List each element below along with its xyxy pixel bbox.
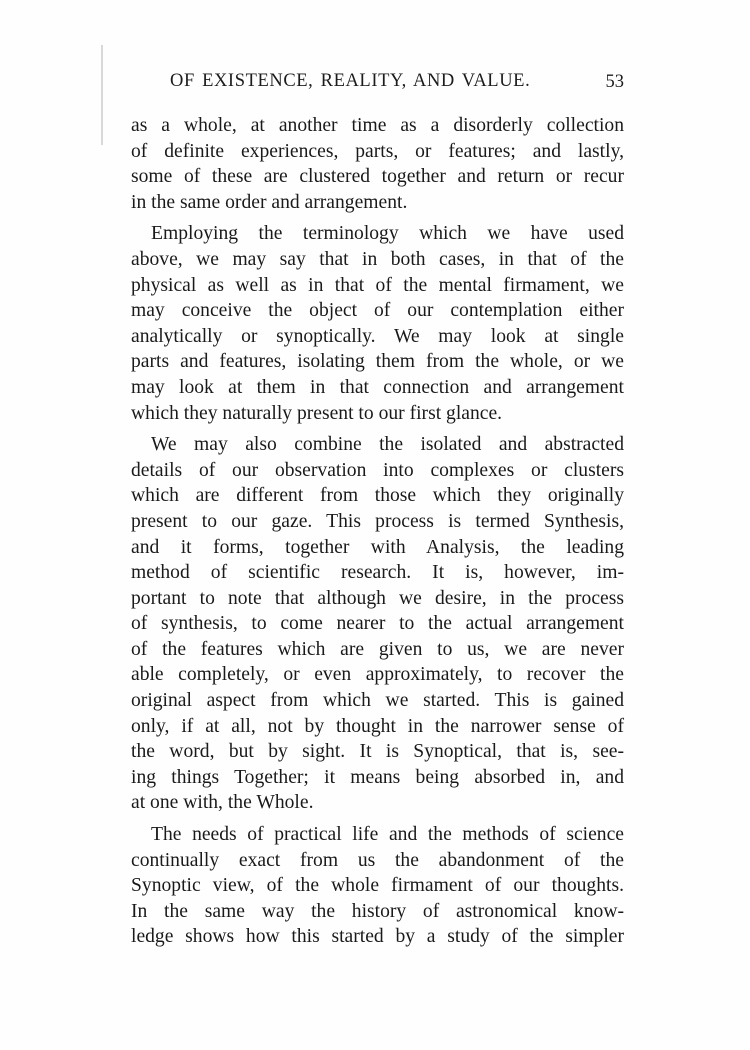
text-line: of the features which are given to us, we are never [131,638,624,660]
text-line: present to our gaze. This process is termed Synthesis, [131,510,624,532]
text-line: able completely, or even approximately, to recover the [131,664,624,686]
text-line: ledge shows how this started by a study of the simpler [131,926,624,948]
text-line: the word, but by sight. It is Synoptical, that is, see- [131,741,624,763]
paragraph-2 [131,221,624,426]
gutter-shadow [101,45,103,145]
paragraph-4 [131,822,624,950]
text-line: which are different from those which they originally [131,485,624,507]
text-line: portant to note that although we desire, in the process [131,587,624,609]
text-line: original aspect from which we started. This is gained [131,690,624,712]
text-line: of definite experiences, parts, or features; and lastly, [131,140,624,162]
text-line: The needs of practical life and the methods of science [151,824,624,846]
text-line: We may also combine the isolated and abstracted [151,434,624,456]
text-line: In the same way the history of astronomical know- [131,900,624,922]
text-line: Employing the terminology which we have used [151,223,624,245]
paragraph-3 [131,432,624,816]
text-line: continually exact from us the abandonment of the [131,849,624,871]
text-line: physical as well as in that of the mental firmament, we [131,274,624,296]
text-line: as a whole, at another time as a disorderly collection [131,115,624,136]
text-line: of synthesis, to come nearer to the actual arrangement [131,613,624,635]
text-line: at one with, the Whole. [131,792,314,814]
text-line: which they naturally present to our first glance. [131,402,503,424]
running-title: OF EXISTENCE, REALITY, AND VALUE. [170,71,531,91]
text-line: above, we may say that in both cases, in that of the [131,248,624,270]
text-line: analytically or synoptically. We may look at single [131,325,624,347]
text-line: ing things Together; it means being absorbed in, and [131,766,624,788]
text-line: parts and features, isolating them from the whole, or we [131,351,624,373]
text-line: Synoptic view, of the whole firmament of our thoughts. [131,875,624,897]
paragraph-1 [131,113,624,215]
text-line: may look at them in that connection and arrangement [131,376,624,398]
page-number: 53 [605,72,624,92]
body-text [131,113,624,956]
text-line: in the same order and arrangement. [131,191,408,213]
text-line: may conceive the object of our contemplation either [131,300,624,322]
text-line: only, if at all, not by thought in the narrower sense of [131,715,624,737]
text-line: some of these are clustered together and return or recur [131,166,624,188]
text-line: method of scientific research. It is, however, im- [131,562,624,584]
text-line: details of our observation into complexes or clusters [131,459,624,481]
text-line: and it forms, together with Analysis, the leading [131,536,624,558]
running-header [170,71,624,97]
